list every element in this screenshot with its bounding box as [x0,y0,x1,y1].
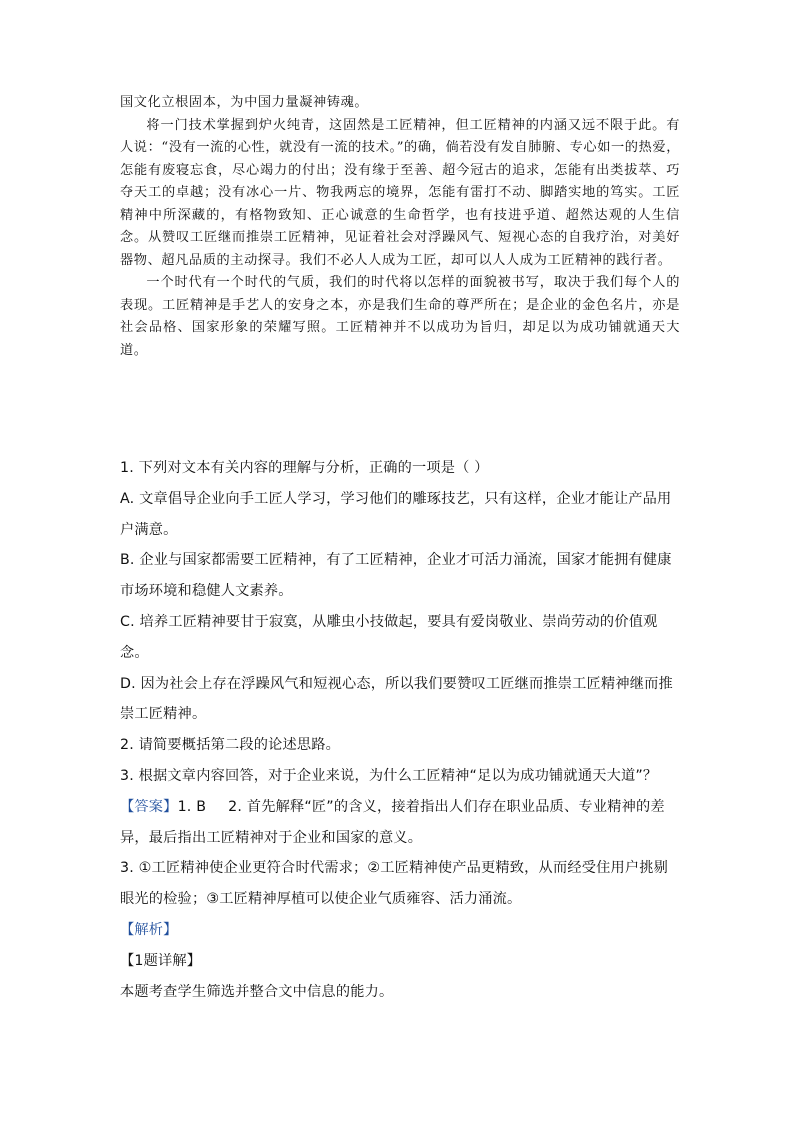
reading-passage [120,92,680,362]
analysis-text: 本题考查学生筛选并整合文中信息的能力。 [120,983,394,1000]
question-2-stem: 2. 请简要概括第二段的论述思路。 [120,737,341,754]
answer-2: 2. 首先解释“匠”的含义，接着指出人们存在职业品质、专业精神的差异，最后指出工匠精神对于企业和国家的意义。 [120,798,665,846]
question-1-option-c: C. 培养工匠精神要甘于寂寞，从雕虫小技做起，要具有爱岗敬业、崇尚劳动的价值观念。 [120,613,658,661]
analysis-label: 【解析】 [120,921,178,938]
question-1-option-d: D. 因为社会上存在浮躁风气和短视心态，所以我们要赞叹工匠继而推崇工匠精神继而推崇工匠精神。 [120,675,673,723]
passage-paragraph-1-tail: 国文化立根固本，为中国力量凝神铸魂。 [120,95,369,110]
answer-block [120,792,680,854]
analysis-sub-label: 【1题详解】 [120,952,202,969]
answer-1: 1. B [177,798,207,815]
passage-paragraph-3: 一个时代有一个时代的气质，我们的时代将以怎样的面貌被书写，取决于我们每个人的表现。工匠精神是手艺人的安身之本，亦是我们生命的尊严所在；是企业的金色名片，亦是社会品格、国家形象的荣耀写照。工匠精神并不以成功为旨归，却足以为成功铺就通天大道。 [120,275,680,358]
question-1-option-b: B. 企业与国家都需要工匠精神，有了工匠精神，企业才可活力涌流，国家才能拥有健康市场环境和稳健人文素养。 [120,552,672,600]
question-1-option-a: A. 文章倡导企业向手工匠人学习，学习他们的雕琢技艺，只有这样，企业才能让产品用户满意。 [120,490,672,538]
answer-label: 【答案】 [120,798,178,815]
question-3-stem: 3. 根据文章内容回答，对于企业来说，为什么工匠精神“足以为成功铺就通天大道”？ [120,767,658,784]
passage-paragraph-2: 将一门技术掌握到炉火纯青，这固然是工匠精神，但工匠精神的内涵又远不限于此。有人说：“没有一流的心性，就没有一流的技术。”的确，倘若没有发自肺腑、专心如一的热爱，怎能有废寝忘食，尽心竭力的付出；没有缘于至善、超今冠古的追求，怎能有出类拔萃、巧夺天工的卓越；没有冰心一片、物我两忘的境界，怎能有雷打不动、脚踏实地的笃实。工匠精神中所深藏的，有格物致知、正心诚意的生命哲学，也有技进乎道、超然达观的人生信念。从赞叹工匠继而推崇工匠精神，见证着社会对浮躁风气、短视心态的自我疗治，对美好器物、超凡品质的主动探寻。我们不必人人成为工匠，却可以人人成为工匠精神的践行者。 [120,117,680,268]
answer-3: 3. ①工匠精神使企业更符合时代需求；②工匠精神使产品更精致，从而经受住用户挑剔眼光的检验；③工匠精神厚植可以使企业气质雍容、活力涌流。 [120,860,669,908]
question-1-stem: 1. 下列对文本有关内容的理解与分析，正确的一项是（ ） [120,460,489,476]
questions-and-answers [120,453,680,1007]
